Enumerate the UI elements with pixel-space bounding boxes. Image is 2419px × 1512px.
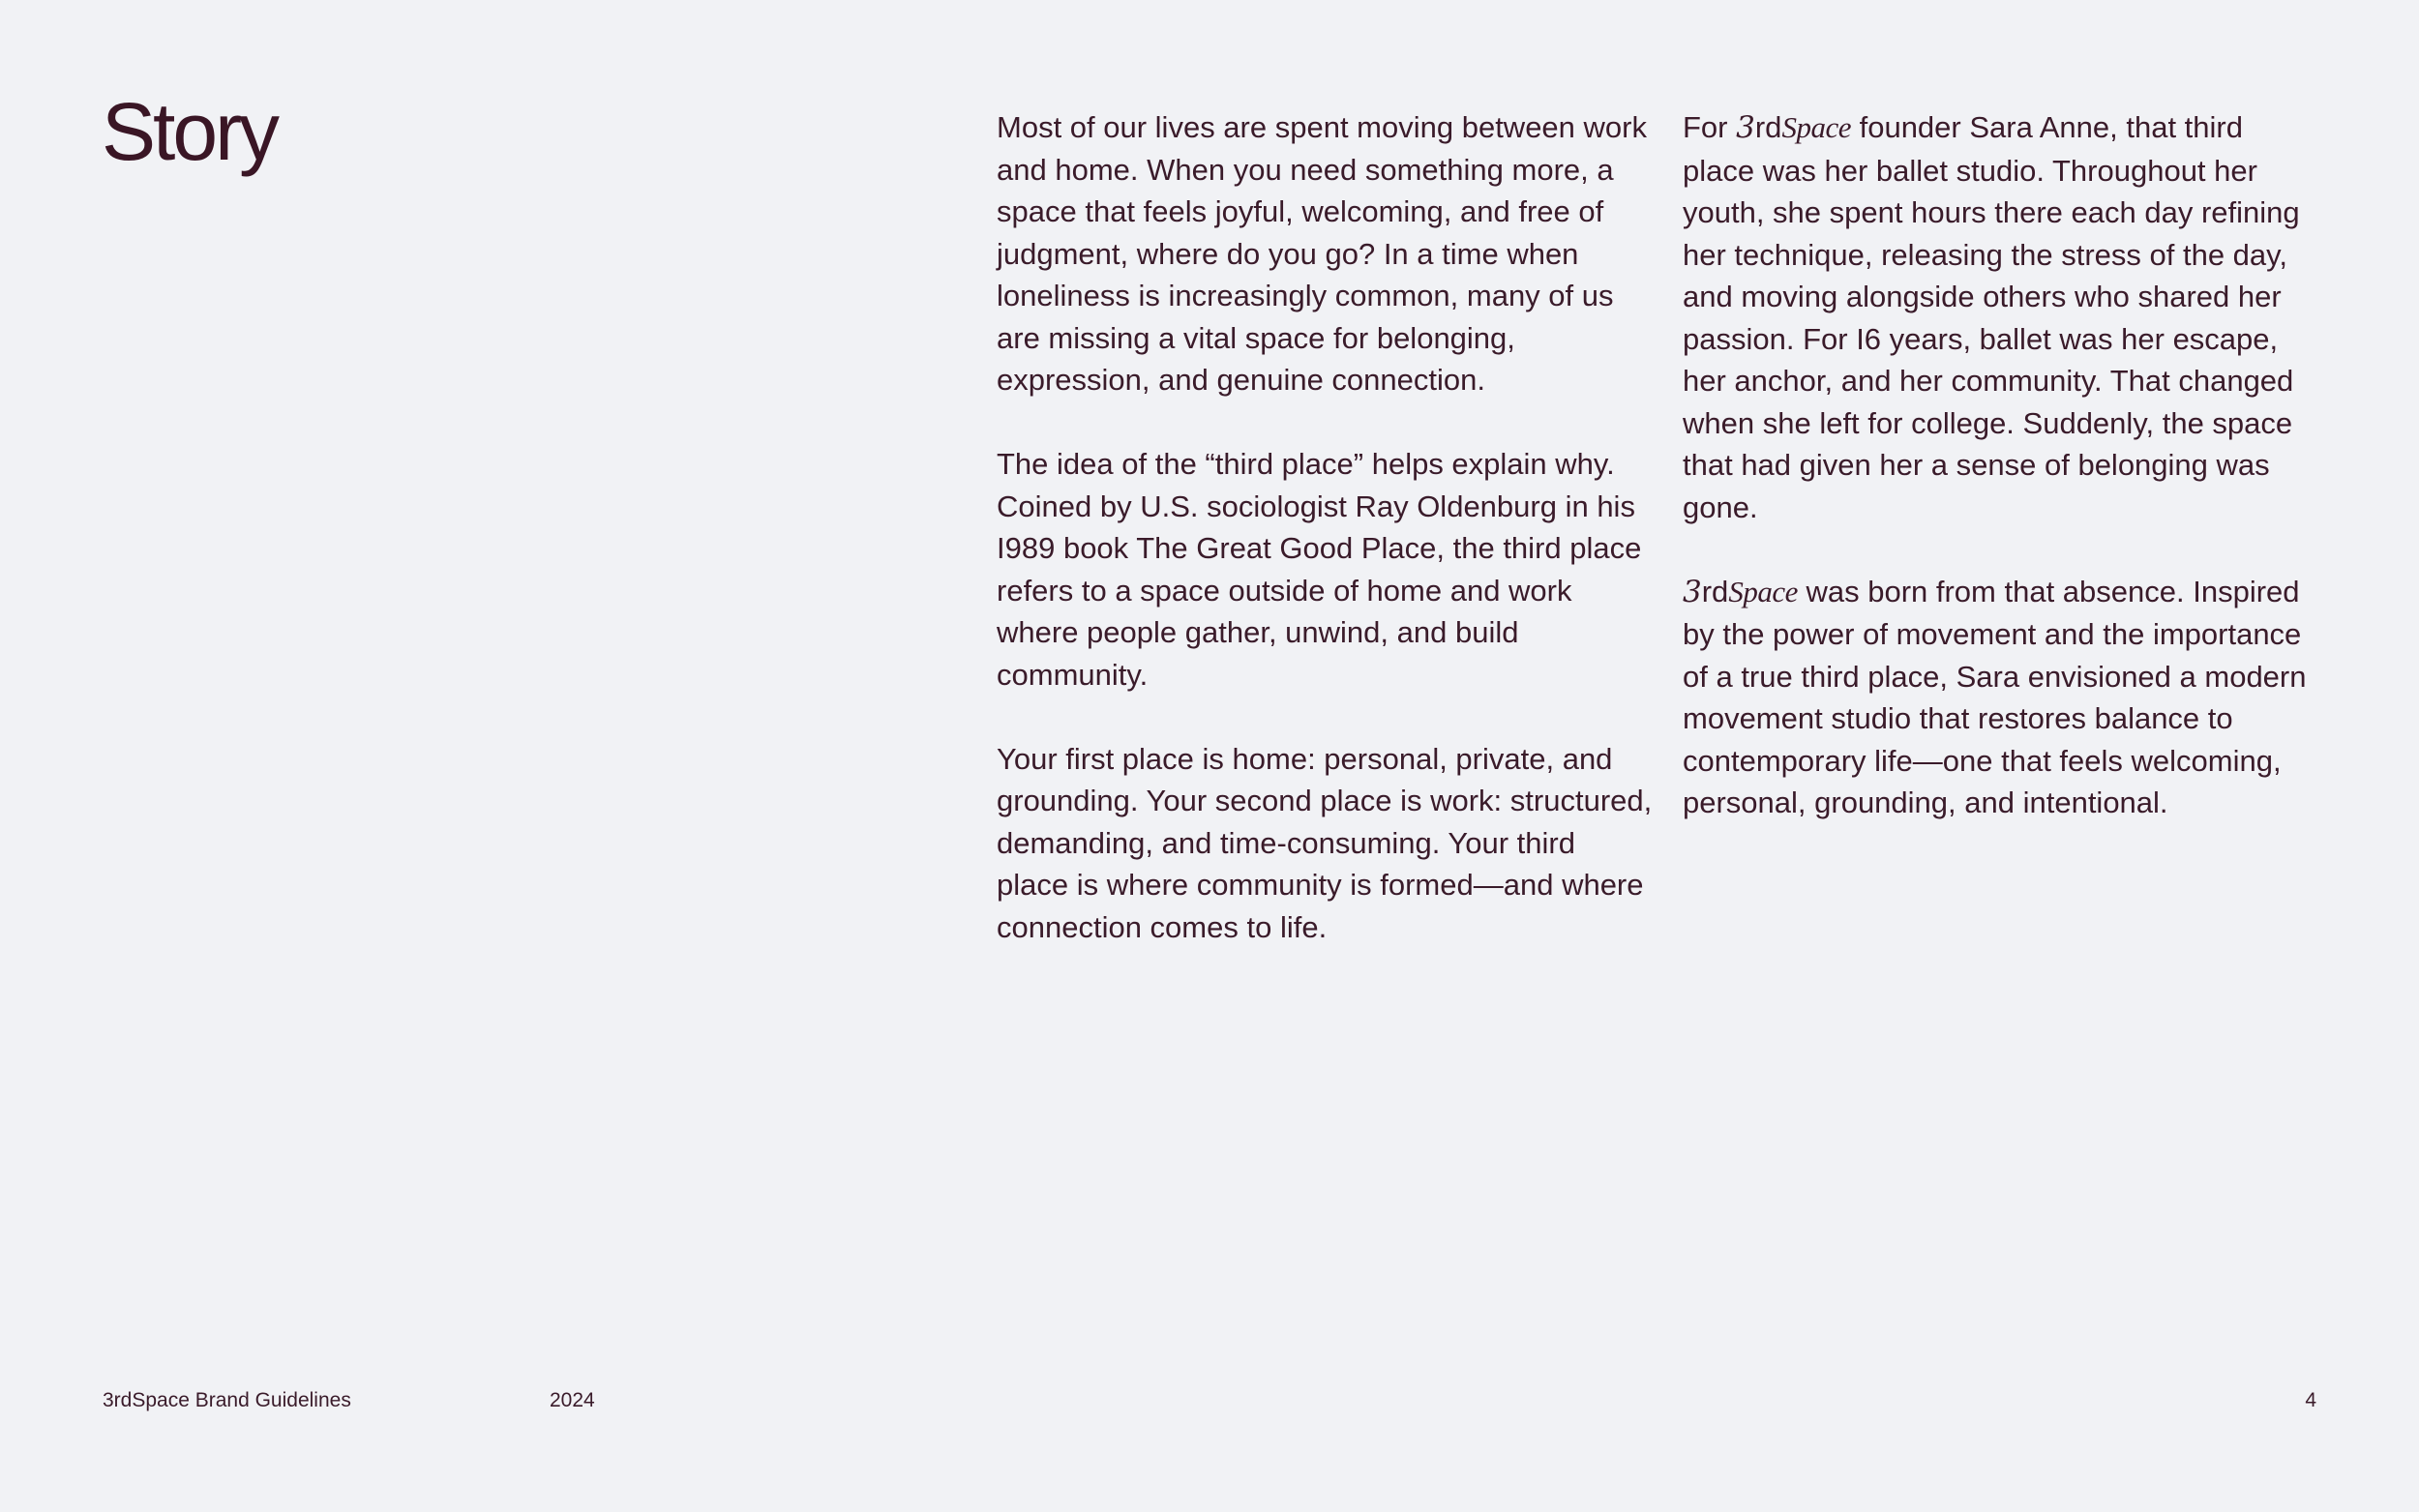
paragraph-body-text: was born from that absence. Inspired by the power of movement and the importance of a true third place, Sara envisioned a modern movement studio that restores balance to contemporary life—one that feels welcoming, personal, grounding, and intentional. <box>1683 574 2307 819</box>
footer-year: 2024 <box>550 1389 595 1411</box>
story-paragraph-3: Your first place is home: personal, private, and grounding. Your second place is work: structured, demanding, and time-consuming. Your third place is where community is formed—and where connection comes to life. <box>997 741 1653 944</box>
footer-document-title: 3rdSpace Brand Guidelines <box>103 1389 351 1411</box>
story-column-right <box>1683 106 2307 866</box>
brand-wordmark-suffix: rd <box>1701 574 1729 608</box>
brand-wordmark-number: 3 <box>1736 110 1755 145</box>
brand-wordmark-suffix: rd <box>1754 110 1782 144</box>
story-paragraph-5 <box>1683 571 2307 824</box>
paragraph-body-text: founder Sara Anne, that third place was her ballet studio. Throughout her youth, she spent hours there each day refining her technique, releasing the stress of the day, and moving alongside others who shared her passion. For I6 years, ballet was her escape, her anchor, and her community. That changed when she left for college. Suddenly, the space that had given her a sense of belonging was gone. <box>1683 110 2300 524</box>
footer-page-number: 4 <box>2305 1389 2316 1411</box>
page-title: Story <box>102 86 278 177</box>
story-paragraph-2: The idea of the “third place” helps explain why. Coined by U.S. sociologist Ray Oldenburg in his I989 book The Great Good Place, the third place refers to a space outside of home and work where people gather, unwind, and build community. <box>997 447 1642 692</box>
brand-wordmark <box>1683 575 1798 608</box>
brand-wordmark-number: 3 <box>1683 574 1702 609</box>
paragraph-lead-text: For <box>1683 110 1728 144</box>
brand-wordmark <box>1736 110 1851 144</box>
story-column-left <box>997 106 1655 991</box>
brand-wordmark-word: Space <box>1781 110 1851 144</box>
story-paragraph-1: Most of our lives are spent moving between work and home. When you need something more, a space that feels joyful, welcoming, and free of judgment, where do you go? In a time when loneliness is increasingly common, many of us are missing a vital space for belonging, expression, and genuine connection. <box>997 110 1647 397</box>
brand-wordmark-word: Space <box>1728 574 1798 608</box>
story-paragraph-4 <box>1683 106 2307 528</box>
